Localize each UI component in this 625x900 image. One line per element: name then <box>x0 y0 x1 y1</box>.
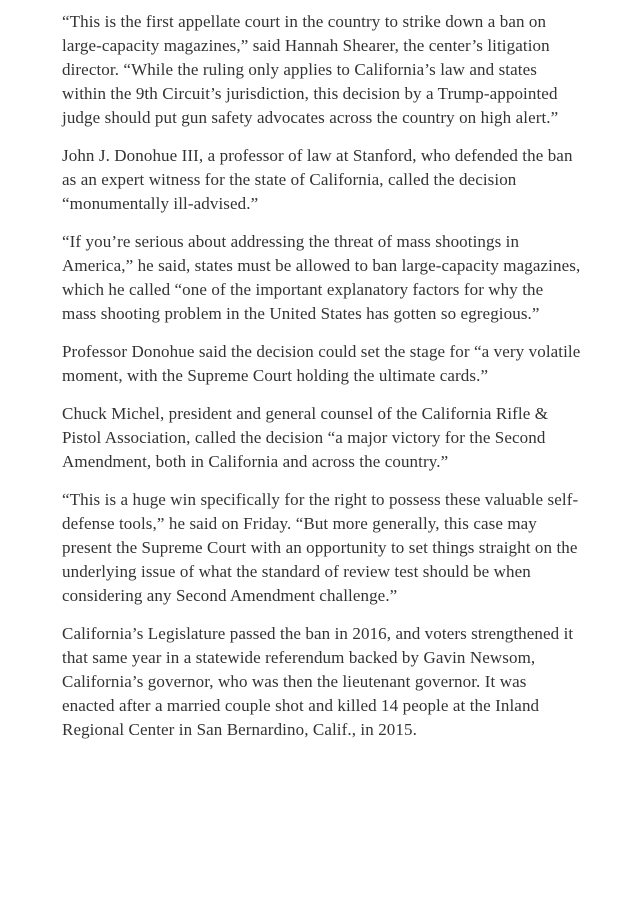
article-paragraph: “If you’re serious about addressing the threat of mass shootings in America,” he said, states must be allowed to ban large-capacity magazines, which he called “one of the important explanatory factors for why the mass shooting problem in the United States has gotten so egregious.” <box>62 232 581 323</box>
article-paragraph: “This is a huge win specifically for the right to possess these valuable self-defense tools,” he said on Friday. “But more generally, this case may present the Supreme Court with an opportunity to set things straight on the underlying issue of what the standard of review test should be when considering any Second Amendment challenge.” <box>62 490 579 605</box>
article-paragraph: Chuck Michel, president and general counsel of the California Rifle & Pistol Association, called the decision “a major victory for the Second Amendment, both in California and across the country.” <box>62 404 549 471</box>
article-paragraph: Professor Donohue said the decision could set the stage for “a very volatile moment, with the Supreme Court holding the ultimate cards.” <box>62 342 581 385</box>
article-paragraph: California’s Legislature passed the ban in 2016, and voters strengthened it that same year in a statewide referendum backed by Gavin Newsom, California’s governor, who was then the lieutenant governor. It was enacted after a married couple shot and killed 14 people at the Inland Regional Center in San Bernardino, Calif., in 2015. <box>62 624 574 739</box>
article-paragraph: John J. Donohue III, a professor of law at Stanford, who defended the ban as an expert witness for the state of California, called the decision “monumentally ill-advised.” <box>62 146 573 213</box>
article-paragraph: “This is the first appellate court in the country to strike down a ban on large-capacity magazines,” said Hannah Shearer, the center’s litigation director. “While the ruling only applies to California’s law and states within the 9th Circuit’s jurisdiction, this decision by a Trump-appointed judge should put gun safety advocates across the country on high alert.” <box>62 12 559 127</box>
